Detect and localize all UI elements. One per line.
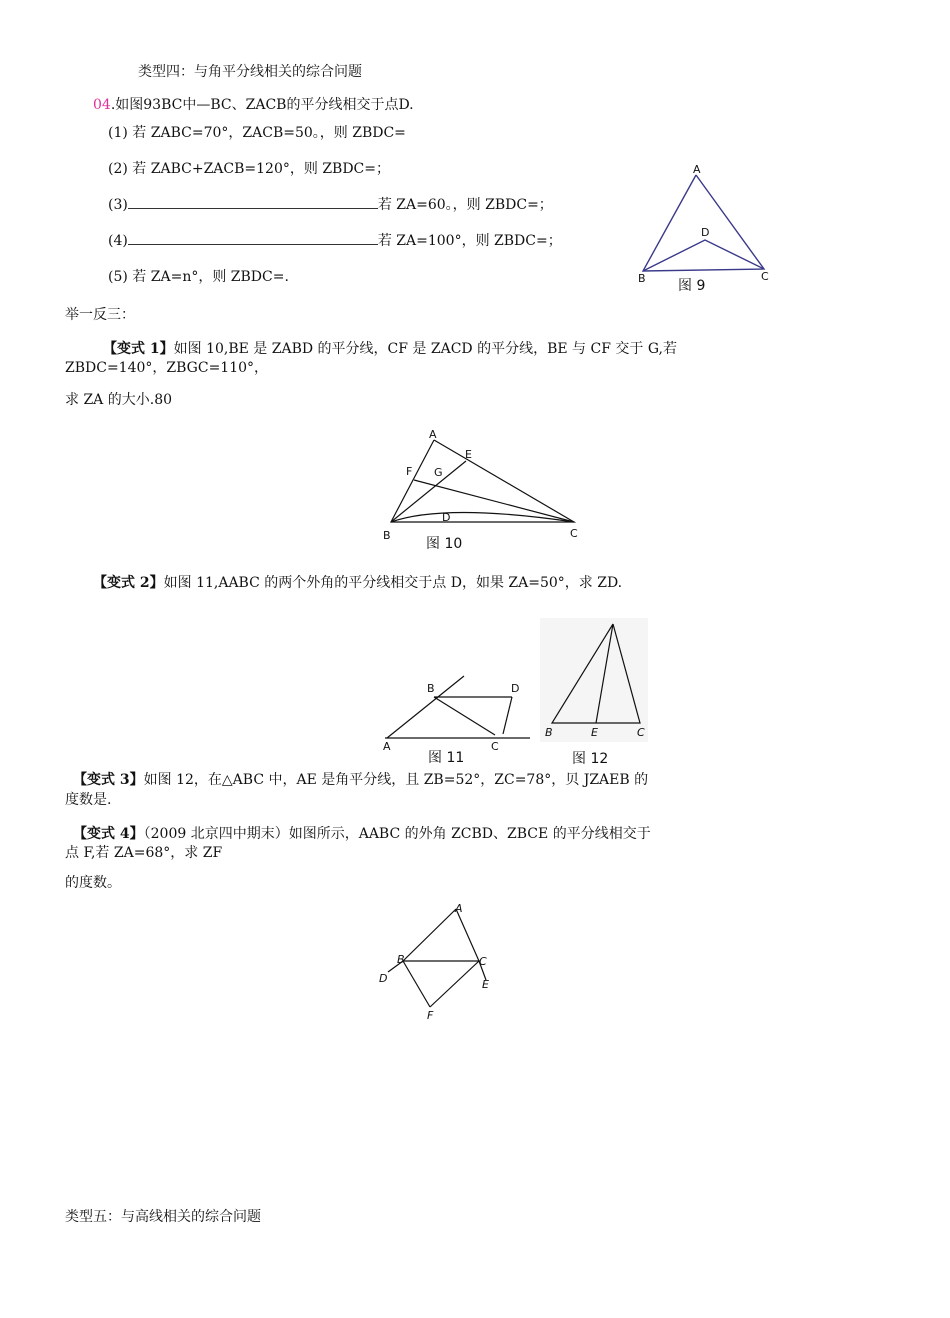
figure-11 [375, 672, 535, 770]
fig12-label-c: C [637, 726, 645, 739]
fig10-label-d: D [442, 511, 451, 524]
variant-4-line2: 点 F,若 ZA=68°，求 ZF [65, 845, 223, 861]
problem-item-4: (4) 若 ZA=100°，则 ZBDC=； [108, 233, 562, 249]
fig9-label-a: A [693, 163, 701, 176]
figure-12 [540, 618, 652, 770]
fig9-label-d: D [701, 226, 710, 239]
figure-variant-4 [375, 900, 500, 1025]
fig11-caption: 图 11 [428, 750, 465, 766]
practice-heading: 举一反三： [65, 307, 135, 323]
fig12-label-b: B [545, 726, 553, 739]
section-title-5: 类型五：与高线相关的综合问题 [65, 1209, 261, 1225]
variant-1-line3: 求 ZA 的大小.80 [65, 392, 173, 408]
figure-10 [375, 425, 590, 555]
fig11-label-a: A [383, 740, 391, 753]
variant-3-line1: 【变式 3】如图 12，在△ABC 中，AE 是角平分线，且 ZB=52°，ZC=78°，贝 JZAEB 的 [73, 772, 649, 788]
problem-item-1: (1) 若 ZABC=70°，ZACB=50。，则 ZBDC= [108, 125, 406, 141]
fig11-label-d: D [511, 682, 520, 695]
fig10-label-g: G [434, 466, 443, 479]
section-title-4: 类型四：与角平分线相关的综合问题 [138, 64, 362, 80]
problem-item-5: (5) 若 ZA=n°，则 ZBDC=. [108, 269, 289, 285]
problem-item-2: (2) 若 ZABC+ZACB=120°，则 ZBDC=； [108, 161, 390, 177]
variant-4-line3: 的度数。 [65, 875, 121, 891]
fig13-label-a: A [455, 902, 463, 915]
fig11-label-c: C [491, 740, 499, 753]
variant-1-line1: 【变式 1】如图 10,BE 是 ZABD 的平分线，CF 是 ZACD 的平分线，BE 与 CF 交于 G,若 [103, 341, 677, 357]
fig10-label-e: E [465, 448, 472, 461]
answer-blank [128, 232, 378, 245]
problem-item-3: (3) 若 ZA=60。，则 ZBDC=； [108, 197, 553, 213]
problem-text: .如图93BC中—BC、ZACB的平分线相交于点D. [110, 97, 414, 113]
fig13-label-c: C [479, 955, 487, 968]
fig11-label-b: B [427, 682, 435, 695]
fig10-caption: 图 10 [426, 536, 463, 552]
variant-3-line2: 度数是. [65, 792, 112, 808]
fig13-label-e: E [482, 978, 489, 991]
fig10-label-f: F [406, 465, 413, 478]
fig9-label-b: B [638, 272, 646, 285]
answer-blank [128, 196, 378, 209]
fig10-label-a: A [429, 428, 437, 441]
figure-9 [632, 160, 772, 296]
fig9-label-c: C [761, 270, 769, 283]
fig13-label-f: F [427, 1009, 434, 1022]
problem-number: 04 [93, 97, 111, 113]
fig10-label-c: C [570, 527, 578, 540]
fig13-label-b: B [397, 953, 405, 966]
variant-4-line1: 【变式 4】（2009 北京四中期末）如图所示，AABC 的外角 ZCBD、ZBCE 的平分线相交于 [73, 826, 651, 842]
fig12-label-e: E [591, 726, 598, 739]
fig10-label-b: B [383, 529, 391, 542]
fig9-caption: 图 9 [678, 278, 706, 294]
variant-2: 【变式 2】如图 11,AABC 的两个外角的平分线相交于点 D，如果 ZA=50°，求 ZD. [93, 575, 623, 591]
fig13-label-d: D [379, 972, 388, 985]
variant-1-line2: ZBDC=140°，ZBGC=110°， [65, 360, 269, 376]
fig12-caption: 图 12 [572, 751, 609, 767]
problem-statement [93, 96, 414, 114]
